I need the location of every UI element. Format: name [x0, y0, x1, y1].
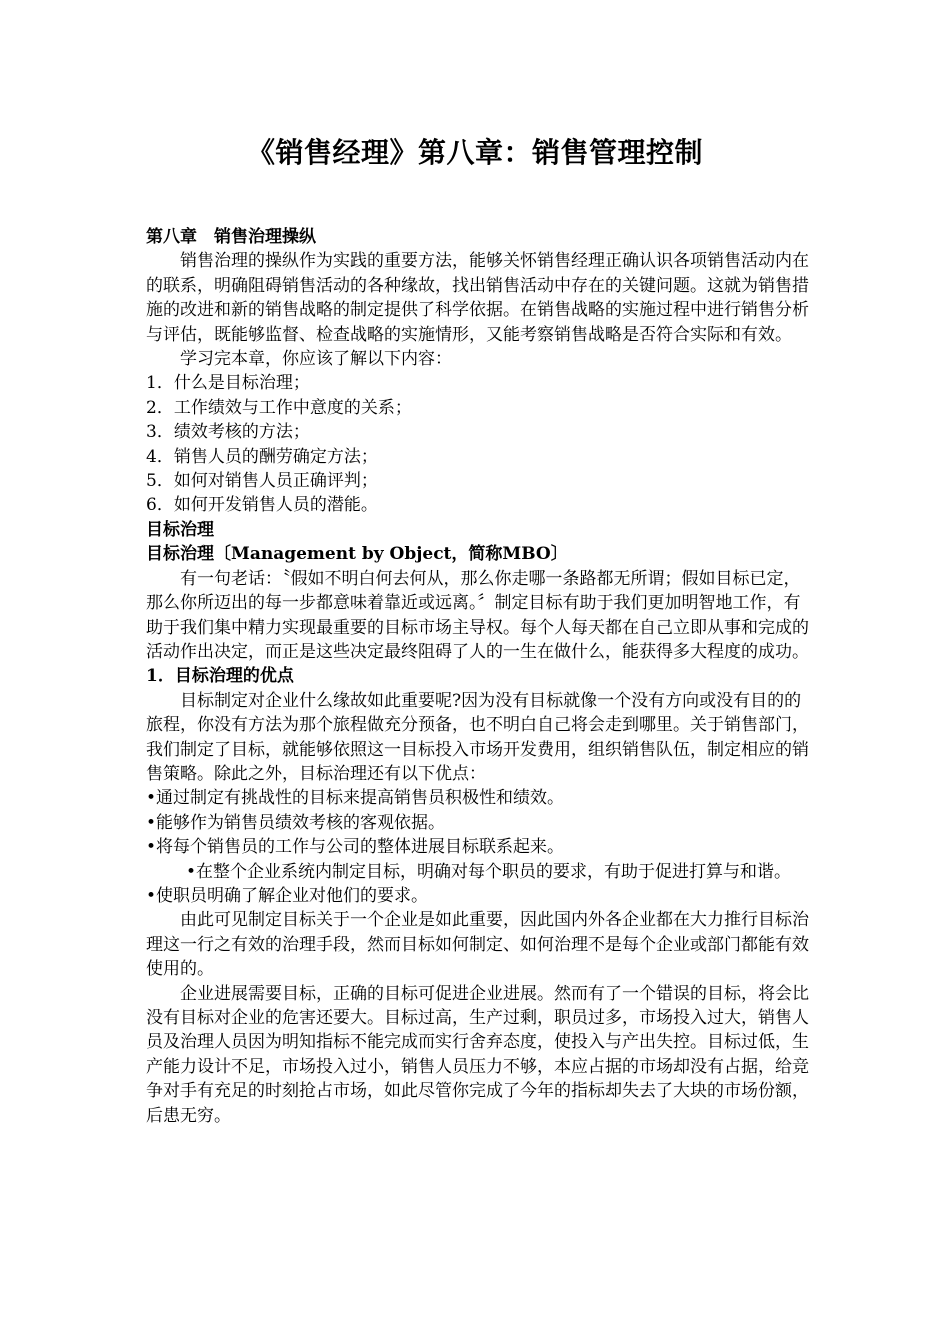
learn-lead: 学习完本章，你应该了解以下内容：	[180, 349, 452, 370]
learn-item: 3．绩效考核的方法；	[146, 422, 310, 443]
bullet-item: •将每个销售员的工作与公司的整体进展目标联系起来。	[146, 837, 565, 858]
mbo-paragraph: 有一句老话：〝假如不明白何去何从，那么你走哪一条路都无所谓；假如目标已定，那么你所迈出的每一步都意味着靠近或远离。〞制定目标有助于我们更加明智地工作，有助于我们集中精力实现最重要的目标市场主导权。每个人每天都在自己立即从事和完成的活动作出决定，而正是这些决定最终阻碍了人的一生在做什么，能获得多大程度的成功。	[146, 568, 809, 662]
learn-item: 6．如何开发销售人员的潜能。	[146, 495, 378, 516]
document-title: 《销售经理》第八章：销售管理控制	[246, 136, 703, 169]
learn-item: 1．什么是目标治理；	[146, 373, 310, 394]
mbo-heading: 目标治理〔Management by Object，简称MBO〕	[146, 544, 568, 565]
bullet-item: •使职员明确了解企业对他们的要求。	[146, 885, 429, 906]
intro-paragraph: 销售治理的操纵作为实践的重要方法，能够关怀销售经理正确认识各项销售活动内在的联系，明确阻碍销售活动的各种缘故，找出销售活动中存在的关键问题。这就为销售措施的改进和新的销售战略的制定提供了科学依据。在销售战略的实施过程中进行销售分析与评估，既能够监督、检查战略的实施情形，又能考察销售战略是否符合实际和有效。	[146, 251, 809, 345]
advantages-heading: 1．目标治理的优点	[146, 666, 294, 687]
learn-item: 4．销售人员的酬劳确定方法；	[146, 446, 378, 467]
section-heading: 目标治理	[146, 519, 214, 540]
bullet-item: •通过制定有挑战性的目标来提高销售员积极性和绩效。	[146, 788, 565, 809]
wrong-goal-paragraph: 企业进展需要目标，正确的目标可促进企业进展。然而有了一个错误的目标，将会比没有目标对企业的危害还要大。目标过高，生产过剩，职员过多，市场投入过大，销售人员及治理人员因为明知指标不能完成而实行舍弃态度，使投入与产出失控。目标过低，生产能力设计不足，市场投入过小，销售人员压力不够，本应占据的市场却没有占据，给竞争对手有充足的时刻抢占市场，如此尽管你完成了今年的指标却失去了大块的市场份额，后患无穷。	[146, 983, 809, 1126]
importance-paragraph: 由此可见制定目标关于一个企业是如此重要，因此国内外各企业都在大力推行目标治理这一行之有效的治理手段，然而目标如何制定、如何治理不是每个企业或部门都能有效使用的。	[146, 910, 809, 980]
bullet-item: •能够作为销售员绩效考核的客观依据。	[146, 812, 446, 833]
learn-item: 5．如何对销售人员正确评判；	[146, 471, 378, 492]
bullet-item: •在整个企业系统内制定目标，明确对每个职员的要求，有助于促进打算与和谐。	[186, 861, 792, 882]
document-body	[146, 225, 811, 1128]
learn-item: 2．工作绩效与工作中意度的关系；	[146, 397, 412, 418]
advantages-paragraph: 目标制定对企业什么缘故如此重要呢?因为没有目标就像一个没有方向或没有目的的旅程，你没有方法为那个旅程做充分预备，也不明白自己将会走到哪里。关于销售部门，我们制定了目标，就能够依照这一目标投入市场开发费用，组织销售队伍，制定相应的销售策略。除此之外，目标治理还有以下优点：	[146, 690, 809, 784]
chapter-heading: 第八章 销售治理操纵	[146, 227, 316, 247]
